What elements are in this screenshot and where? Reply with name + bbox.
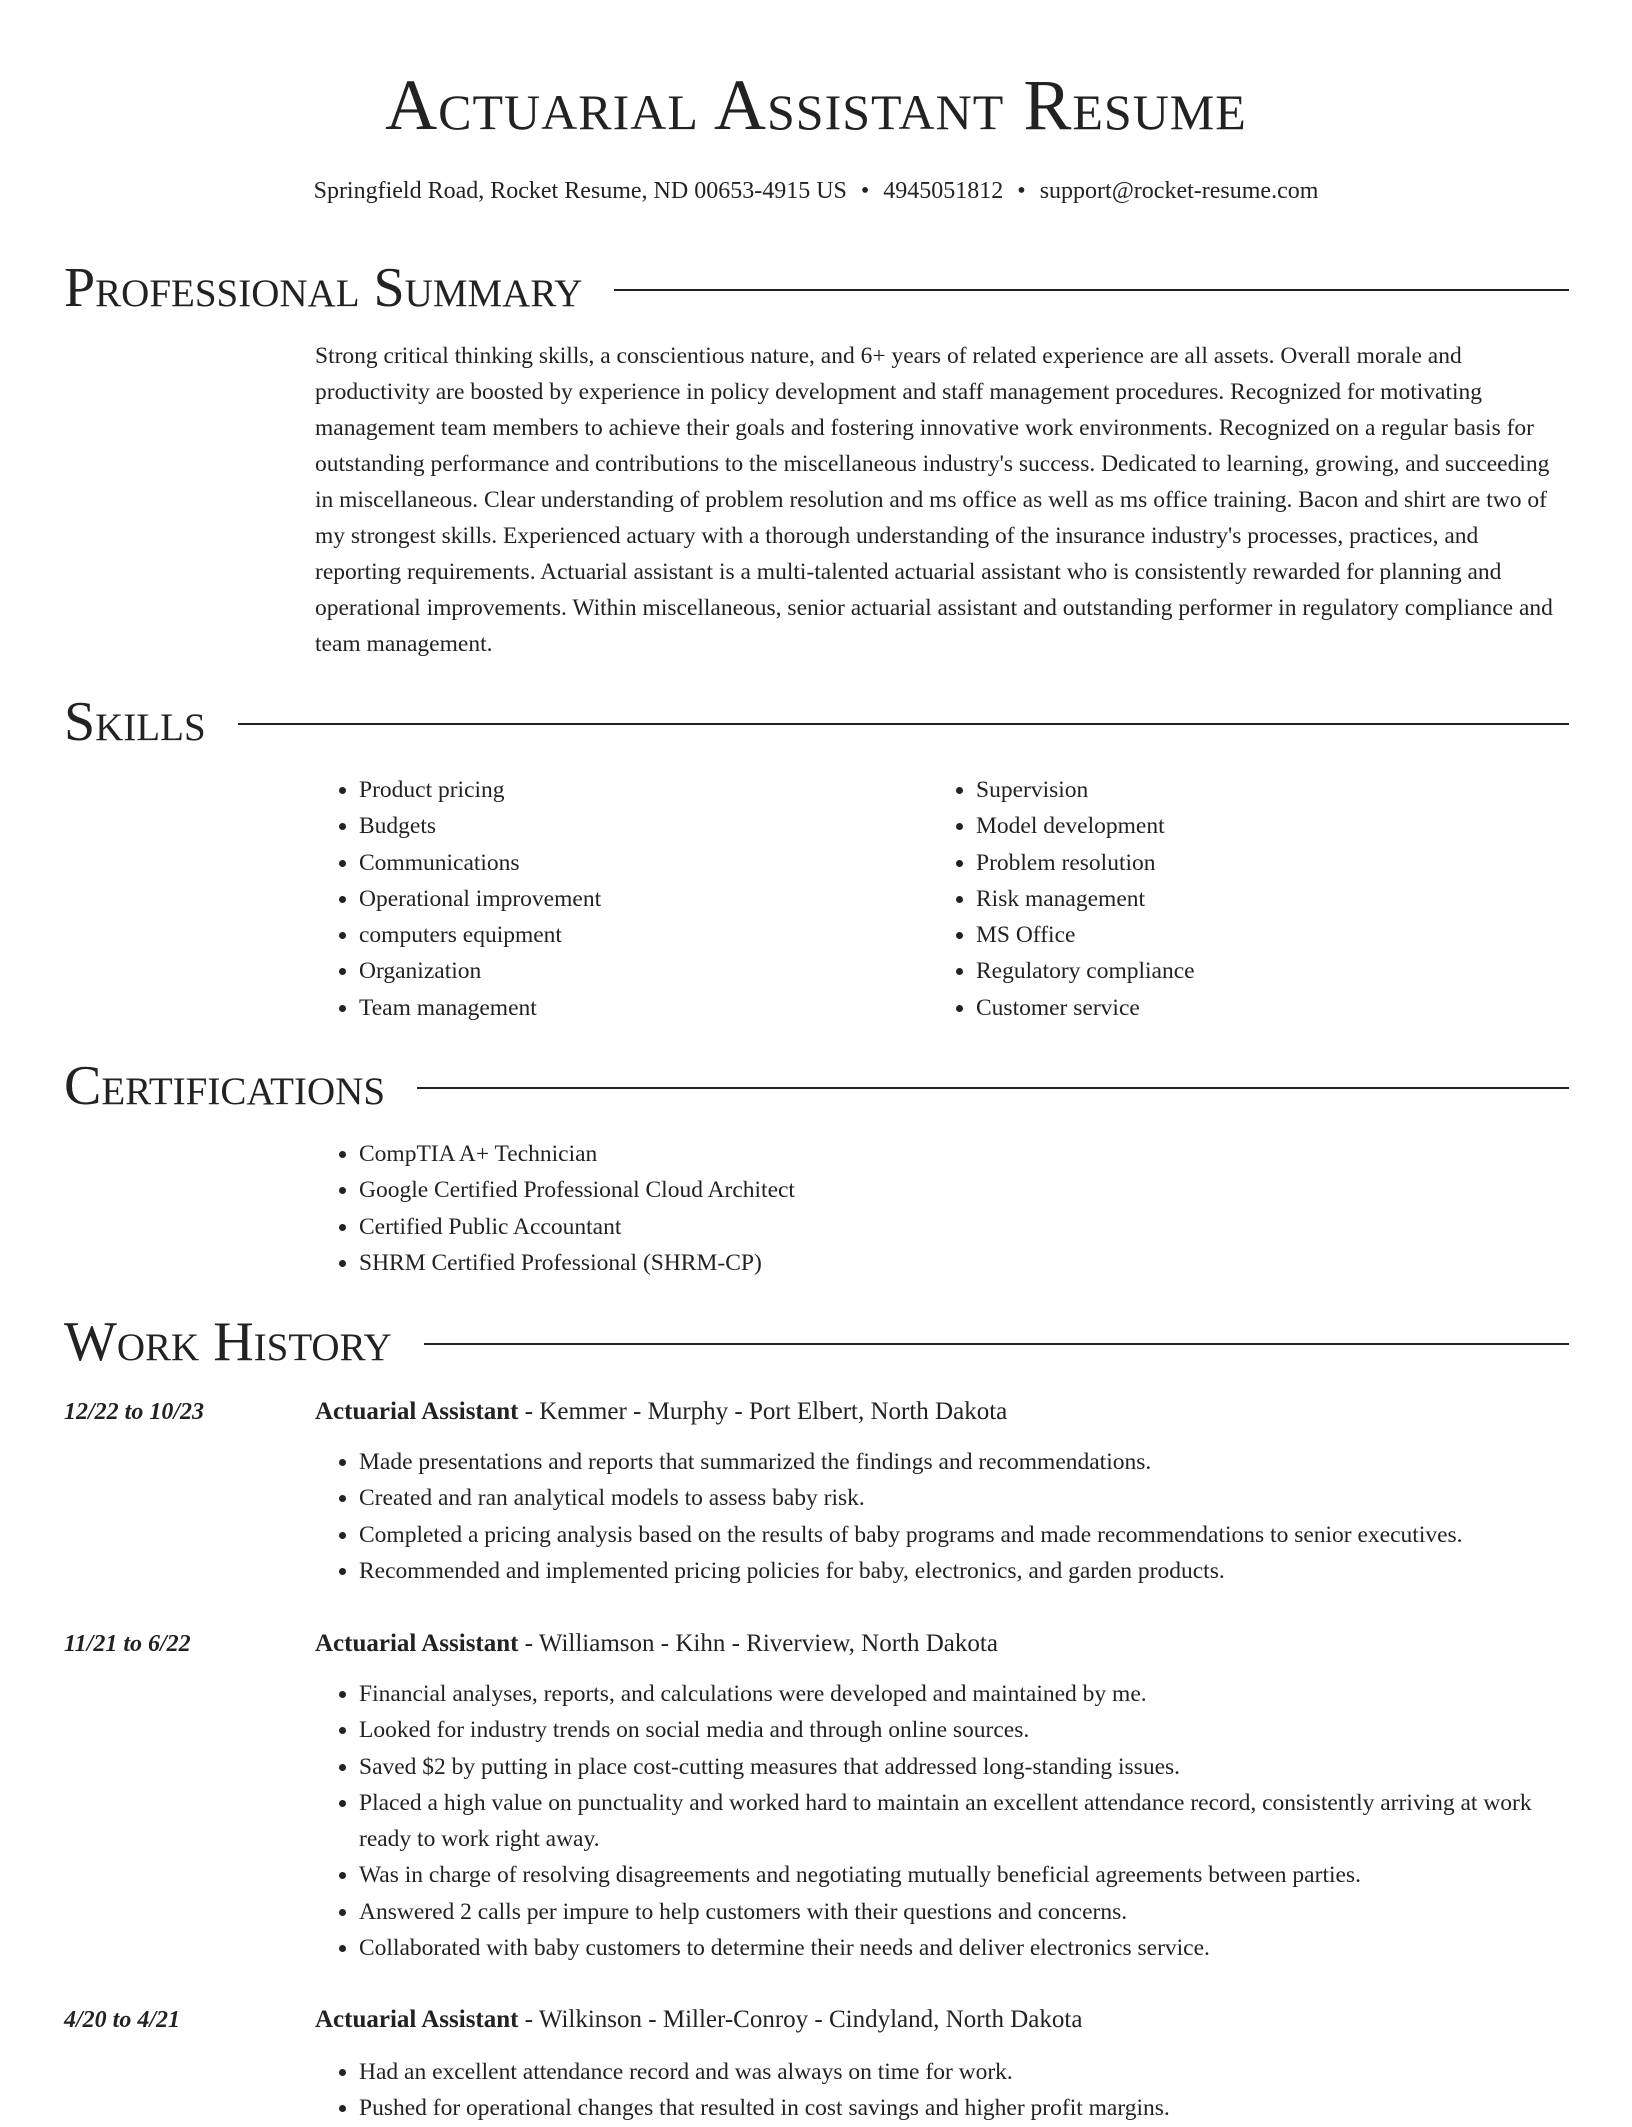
section-divider bbox=[417, 1087, 1569, 1089]
skill-item: • Supervision bbox=[976, 772, 1492, 808]
skill-item: • Operational improvement bbox=[359, 881, 875, 917]
section-header-work-history bbox=[64, 1310, 1569, 1374]
job-employer: - Williamson - Kihn - Riverview, North Dakota bbox=[518, 1630, 998, 1657]
job-title: Actuarial Assistant bbox=[315, 1398, 519, 1425]
job-heading bbox=[315, 1394, 1007, 1430]
skill-item: • MS Office bbox=[976, 917, 1492, 953]
job-employer: - Kemmer - Murphy - Port Elbert, North Dakota bbox=[518, 1398, 1008, 1425]
resume-title: Actuarial Assistant Resume bbox=[385, 65, 1247, 145]
skill-item: • Customer service bbox=[976, 990, 1492, 1026]
section-title-summary: Professional Summary bbox=[64, 257, 583, 319]
skill-item: • Team management bbox=[359, 990, 875, 1026]
job-bullet: • Placed a high value on punctuality and worked hard to maintain an excellent attendance record, consistently arriving at work ready to work right away. bbox=[359, 1785, 1570, 1858]
contact-separator: • bbox=[860, 178, 870, 204]
contact-address: Springfield Road, Rocket Resume, ND 00653-4915 US bbox=[313, 178, 847, 204]
section-header-skills bbox=[64, 690, 1569, 754]
certifications-list bbox=[315, 1136, 1315, 1281]
skill-item: • Product pricing bbox=[359, 772, 875, 808]
certification-item: • Google Certified Professional Cloud Architect bbox=[359, 1172, 1315, 1208]
certification-item: • CompTIA A+ Technician bbox=[359, 1136, 1315, 1172]
skill-item: • Communications bbox=[359, 845, 875, 881]
job-bullet: • Financial analyses, reports, and calculations were developed and maintained by me. bbox=[359, 1676, 1570, 1712]
contact-separator: • bbox=[1017, 178, 1026, 204]
job-bullet-list bbox=[315, 2054, 1570, 2127]
job-bullet: • Had an excellent attendance record and was always on time for work. bbox=[359, 2054, 1570, 2090]
summary-text: Strong critical thinking skills, a conscientious nature, and 6+ years of related experience are all assets. Overall morale and productivity are boosted by experience in policy development and staff management procedures. Recognized for motivating management team members to achieve their goals and fostering innovative work environments. Recognized on a regular basis for outstanding performance and contributions to the miscellaneous industry's success. Dedicated to learning, growing, and succeeding in miscellaneous. Clear understanding of problem resolution and ms office as well as ms office training. Bacon and shirt are two of my strongest skills. Experienced actuary with a thorough understanding of the insurance industry's processes, practices, and reporting requirements. Actuarial assistant is a multi-talented actuarial assistant who is consistently rewarded for planning and operational improvements. Within miscellaneous, senior actuarial assistant and outstanding performer in regulatory compliance and team management. bbox=[315, 343, 1553, 657]
contact-email: support@rocket-resume.com bbox=[1039, 178, 1319, 204]
section-header-certifications bbox=[64, 1054, 1569, 1118]
job-heading bbox=[315, 1626, 998, 1662]
skill-item: • Organization bbox=[359, 953, 875, 989]
job-bullet: • Recommended and implemented pricing policies for baby, electronics, and garden products. bbox=[359, 1553, 1570, 1589]
job-bullet: • Created and ran analytical models to assess baby risk. bbox=[359, 1480, 1570, 1516]
job-dates: 12/22 to 10/23 bbox=[64, 1399, 205, 1425]
job-bullet: • Completed a pricing analysis based on the results of baby programs and made recommendations to senior executives. bbox=[359, 1517, 1570, 1553]
skills-left-column bbox=[315, 772, 875, 1026]
section-divider bbox=[424, 1343, 1569, 1345]
contact-line bbox=[0, 174, 1632, 208]
job-bullet: • Was in charge of resolving disagreements and negotiating mutually beneficial agreements between parties. bbox=[359, 1857, 1570, 1893]
section-title-skills: Skills bbox=[64, 691, 206, 753]
job-bullet: • Made presentations and reports that summarized the findings and recommendations. bbox=[359, 1444, 1570, 1480]
job-dates: 11/21 to 6/22 bbox=[64, 1631, 191, 1657]
certification-item: • Certified Public Accountant bbox=[359, 1209, 1315, 1245]
job-bullet-list bbox=[315, 1676, 1570, 1966]
job-dates: 4/20 to 4/21 bbox=[64, 2007, 181, 2033]
job-bullet: • Saved $2 by putting in place cost-cutting measures that addressed long-standing issues. bbox=[359, 1749, 1570, 1785]
skill-item: • computers equipment bbox=[359, 917, 875, 953]
job-title: Actuarial Assistant bbox=[315, 2006, 519, 2033]
section-title-certifications: Certifications bbox=[64, 1055, 386, 1117]
section-title-work-history: Work History bbox=[64, 1311, 392, 1373]
job-bullet: • Looked for industry trends on social media and through online sources. bbox=[359, 1712, 1570, 1748]
certification-item: • SHRM Certified Professional (SHRM-CP) bbox=[359, 1245, 1315, 1281]
skill-item: • Regulatory compliance bbox=[976, 953, 1492, 989]
job-bullet: • Answered 2 calls per impure to help customers with their questions and concerns. bbox=[359, 1894, 1570, 1930]
section-header-summary bbox=[64, 256, 1569, 320]
contact-phone: 4945051812 bbox=[883, 178, 1004, 204]
skill-item: • Problem resolution bbox=[976, 845, 1492, 881]
section-divider bbox=[614, 289, 1569, 291]
skills-right-column bbox=[932, 772, 1492, 1026]
job-bullet-list bbox=[315, 1444, 1570, 1589]
skill-item: • Model development bbox=[976, 808, 1492, 844]
section-divider bbox=[238, 723, 1569, 725]
skill-item: • Budgets bbox=[359, 808, 875, 844]
job-heading bbox=[315, 2002, 1082, 2038]
job-employer: - Wilkinson - Miller-Conroy - Cindyland, North Dakota bbox=[518, 2006, 1083, 2033]
job-bullet: • Collaborated with baby customers to determine their needs and deliver electronics service. bbox=[359, 1930, 1570, 1966]
skill-item: • Risk management bbox=[976, 881, 1492, 917]
job-title: Actuarial Assistant bbox=[315, 1630, 519, 1657]
job-bullet: • Pushed for operational changes that resulted in cost savings and higher profit margins. bbox=[359, 2090, 1570, 2126]
